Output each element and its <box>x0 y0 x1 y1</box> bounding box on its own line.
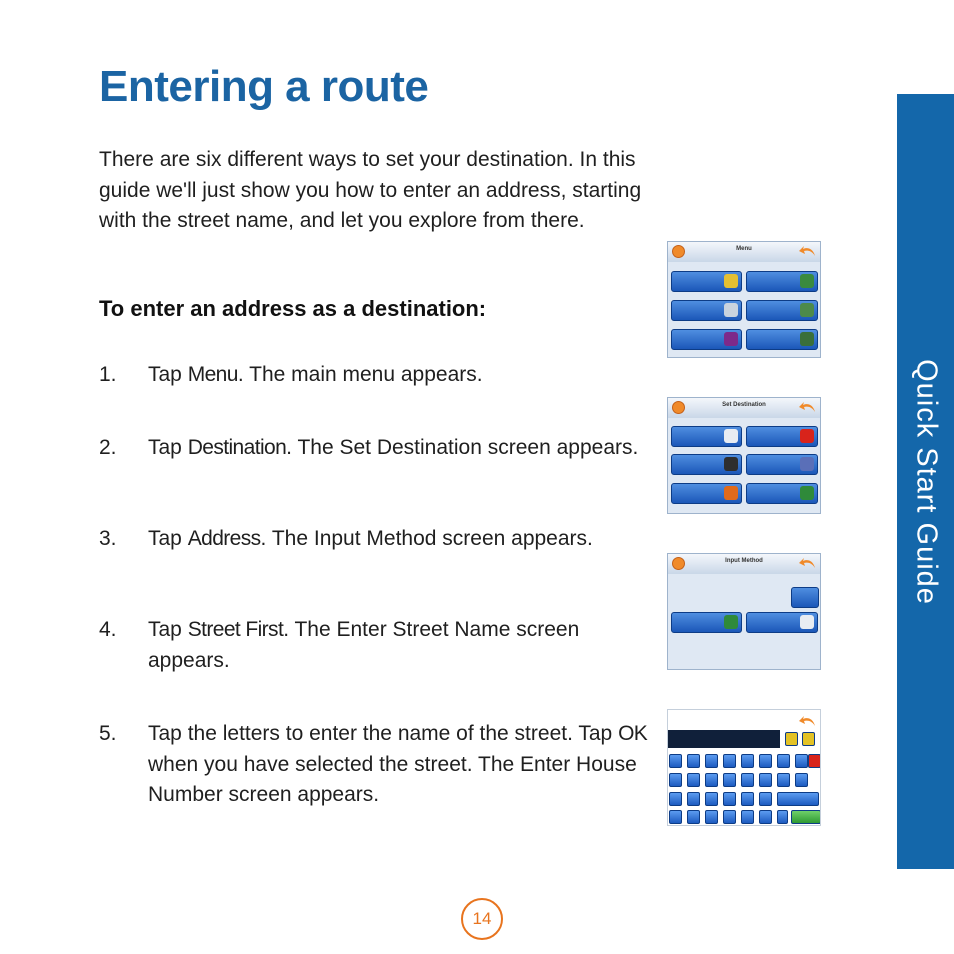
screen-button <box>671 426 742 447</box>
step-text-pre: Tap the letters to enter the name of the street. Tap <box>148 722 619 745</box>
key <box>705 792 718 806</box>
page-number: 14 <box>461 898 503 940</box>
city-icon <box>800 486 814 500</box>
settings-icon <box>724 303 738 317</box>
map-icon <box>800 303 814 317</box>
step-text <box>148 360 653 391</box>
key <box>802 732 815 746</box>
key <box>759 773 772 787</box>
step-text <box>148 615 653 676</box>
back-arrow-icon <box>798 244 816 258</box>
screen-button <box>746 454 818 475</box>
step-text-pre: Tap <box>148 363 188 386</box>
key <box>741 754 754 768</box>
input-method-screen-image <box>667 553 821 670</box>
key <box>777 792 819 806</box>
screen-button <box>671 454 742 475</box>
recent-icon <box>800 457 814 471</box>
step-text <box>148 719 653 811</box>
screen-title: Input Method <box>725 558 763 564</box>
step-text <box>148 433 653 464</box>
screen-button <box>746 300 818 321</box>
step-keyword: Menu <box>187 363 238 386</box>
key <box>777 810 788 824</box>
step-text-pre: Tap <box>148 527 188 550</box>
step-text-pre: Tap <box>148 436 188 459</box>
step-text-post: when you have selected the street. The Enter House Number screen appears. <box>148 752 637 806</box>
screen-button <box>746 426 818 447</box>
key <box>741 792 754 806</box>
key <box>687 773 700 787</box>
intersection-icon <box>724 457 738 471</box>
screen-button <box>671 612 742 633</box>
screen-button <box>671 300 742 321</box>
key <box>795 754 808 768</box>
key <box>759 792 772 806</box>
screen-button <box>791 587 819 608</box>
key <box>741 773 754 787</box>
key <box>759 754 772 768</box>
key <box>723 792 736 806</box>
key <box>777 773 790 787</box>
info-icon <box>724 332 738 346</box>
screen-button <box>746 612 818 633</box>
step-text-post: . The Set Destination screen appears. <box>286 436 639 459</box>
street-icon <box>800 615 814 629</box>
step-text-pre: Tap <box>148 618 188 641</box>
ok-key <box>791 810 821 824</box>
section-heading: To enter an address as a destination: <box>99 296 487 321</box>
screen-button <box>671 271 742 292</box>
screen-button <box>671 483 742 504</box>
back-arrow-icon <box>798 714 816 728</box>
route-icon <box>800 274 814 288</box>
key <box>723 754 736 768</box>
key <box>669 773 682 787</box>
step-keyword: Street First <box>187 618 284 641</box>
key <box>669 792 682 806</box>
key <box>687 754 700 768</box>
step-number: 1. <box>99 363 117 386</box>
step-number: 3. <box>99 527 117 550</box>
step-keyword: Address <box>187 527 261 550</box>
screen-button <box>746 329 818 350</box>
clock-icon <box>800 332 814 346</box>
key <box>705 754 718 768</box>
step-text-post: . The main menu appears. <box>237 363 483 386</box>
screen-button <box>671 329 742 350</box>
section-side-tab <box>897 94 954 869</box>
poi-icon <box>724 486 738 500</box>
key <box>669 754 682 768</box>
key <box>723 810 736 824</box>
step-text-post: . The Enter Street Name screen appears. <box>148 618 580 672</box>
city-icon <box>724 615 738 629</box>
key <box>705 810 718 824</box>
enter-street-screen-image <box>667 709 821 826</box>
key <box>785 732 798 746</box>
intro-paragraph: There are six different ways to set your destination. In this guide we'll just show you how to enter an address, starting with the street name, and let you explore from there. <box>99 148 642 232</box>
address-icon <box>724 429 738 443</box>
page-title: Entering a route <box>99 62 429 111</box>
step-text-post: . The Input Method screen appears. <box>260 527 593 550</box>
key <box>687 792 700 806</box>
key <box>777 754 790 768</box>
key <box>759 810 772 824</box>
destination-icon <box>724 274 738 288</box>
key <box>723 773 736 787</box>
key <box>795 773 808 787</box>
favorites-icon <box>800 429 814 443</box>
step-number: 5. <box>99 722 117 745</box>
side-tab-label: Quick Start Guide <box>910 358 942 605</box>
step-keyword: OK <box>618 722 648 745</box>
key <box>669 810 682 824</box>
screen-button <box>746 483 818 504</box>
back-arrow-icon <box>798 400 816 414</box>
key <box>687 810 700 824</box>
back-arrow-icon <box>798 556 816 570</box>
set-destination-screen-image <box>667 397 821 514</box>
key <box>741 810 754 824</box>
key <box>705 773 718 787</box>
step-number: 4. <box>99 618 117 641</box>
screen-title: Set Destination <box>722 402 766 408</box>
screen-button <box>746 271 818 292</box>
step-keyword: Destination <box>187 436 287 459</box>
screen-title: Menu <box>736 246 752 252</box>
street-name-field <box>668 730 780 748</box>
step-number: 2. <box>99 436 117 459</box>
key <box>808 754 821 768</box>
step-text <box>148 524 653 555</box>
menu-screen-image <box>667 241 821 358</box>
